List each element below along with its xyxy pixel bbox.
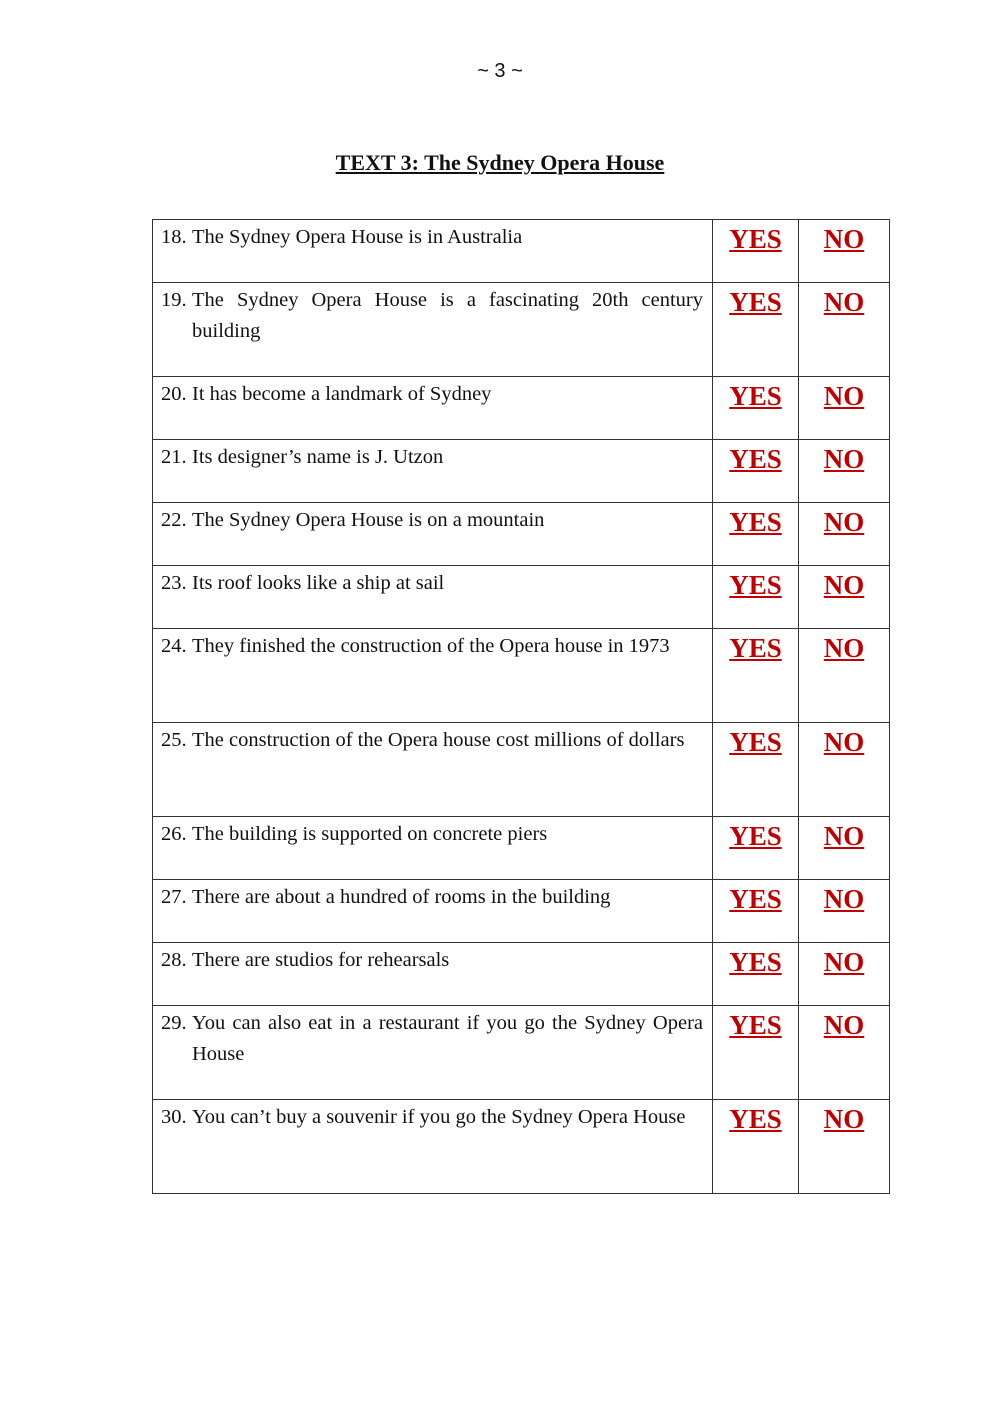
question-cell [153,220,713,283]
yes-answer[interactable]: YES [729,224,782,254]
question-row [153,377,890,440]
question-text: It has become a landmark of Sydney [192,383,492,405]
yes-answer[interactable]: YES [729,821,782,851]
question-row [153,723,890,817]
question-row [153,880,890,943]
no-answer[interactable]: NO [823,287,865,317]
question-cell [153,377,713,440]
question-text: There are about a hundred of rooms in the building [192,886,611,908]
question-number: 19. [161,289,187,311]
no-answer[interactable]: NO [823,727,865,757]
no-answer[interactable]: NO [823,947,865,977]
question-row [153,283,890,377]
no-answer[interactable]: NO [823,1010,865,1040]
question-cell [153,283,713,377]
question-text: They finished the construction of the Opera house in 1973 [192,635,670,657]
question-number: 29. [161,1012,187,1034]
no-answer[interactable]: NO [823,381,865,411]
question-row [153,566,890,629]
page-title: TEXT 3: The Sydney Opera House [335,150,665,175]
question-number: 24. [161,635,187,657]
page-number: ~ 3 ~ [477,60,523,82]
question-text: There are studios for rehearsals [192,949,450,971]
question-text: The construction of the Opera house cost millions of dollars [192,729,685,751]
question-cell [153,566,713,629]
question-row [153,943,890,1006]
question-cell [153,943,713,1006]
question-number: 25. [161,729,187,751]
no-answer[interactable]: NO [823,633,865,663]
question-number: 20. [161,383,187,405]
question-cell [153,1100,713,1194]
question-text: The building is supported on concrete piers [192,823,548,845]
yes-answer[interactable]: YES [729,1010,782,1040]
question-number: 21. [161,446,187,468]
question-row [153,220,890,283]
no-answer[interactable]: NO [823,1104,865,1134]
question-cell [153,880,713,943]
yes-answer[interactable]: YES [729,570,782,600]
yes-answer[interactable]: YES [729,884,782,914]
question-text: Its designer’s name is J. Utzon [192,446,444,468]
question-cell [153,817,713,880]
question-number: 22. [161,509,187,531]
question-cell [153,629,713,723]
question-row [153,503,890,566]
yes-answer[interactable]: YES [729,287,782,317]
yes-answer[interactable]: YES [729,507,782,537]
no-answer[interactable]: NO [823,821,865,851]
question-text: The Sydney Opera House is on a mountain [192,509,545,531]
question-text: Its roof looks like a ship at sail [192,572,445,594]
question-text: You can’t buy a souvenir if you go the Sydney Opera House [192,1106,686,1128]
no-answer[interactable]: NO [823,444,865,474]
question-table [152,219,890,1194]
yes-answer[interactable]: YES [729,381,782,411]
yes-answer[interactable]: YES [729,947,782,977]
question-row [153,817,890,880]
no-answer[interactable]: NO [823,507,865,537]
question-row [153,440,890,503]
yes-answer[interactable]: YES [729,633,782,663]
yes-answer[interactable]: YES [729,444,782,474]
question-cell [153,440,713,503]
question-number: 28. [161,949,187,971]
no-answer[interactable]: NO [823,224,865,254]
question-text: The Sydney Opera House is in Australia [192,226,523,248]
question-text: The Sydney Opera House is a fascinating 20th century building [192,289,703,342]
no-answer[interactable]: NO [823,570,865,600]
question-number: 30. [161,1106,187,1128]
question-number: 18. [161,226,187,248]
yes-answer[interactable]: YES [729,1104,782,1134]
no-answer[interactable]: NO [823,884,865,914]
question-cell [153,503,713,566]
yes-answer[interactable]: YES [729,727,782,757]
question-row [153,1100,890,1194]
question-cell [153,723,713,817]
question-number: 23. [161,572,187,594]
question-text: You can also eat in a restaurant if you go the Sydney Opera House [192,1012,703,1065]
question-row [153,1006,890,1100]
question-number: 27. [161,886,187,908]
question-cell [153,1006,713,1100]
question-row [153,629,890,723]
question-number: 26. [161,823,187,845]
